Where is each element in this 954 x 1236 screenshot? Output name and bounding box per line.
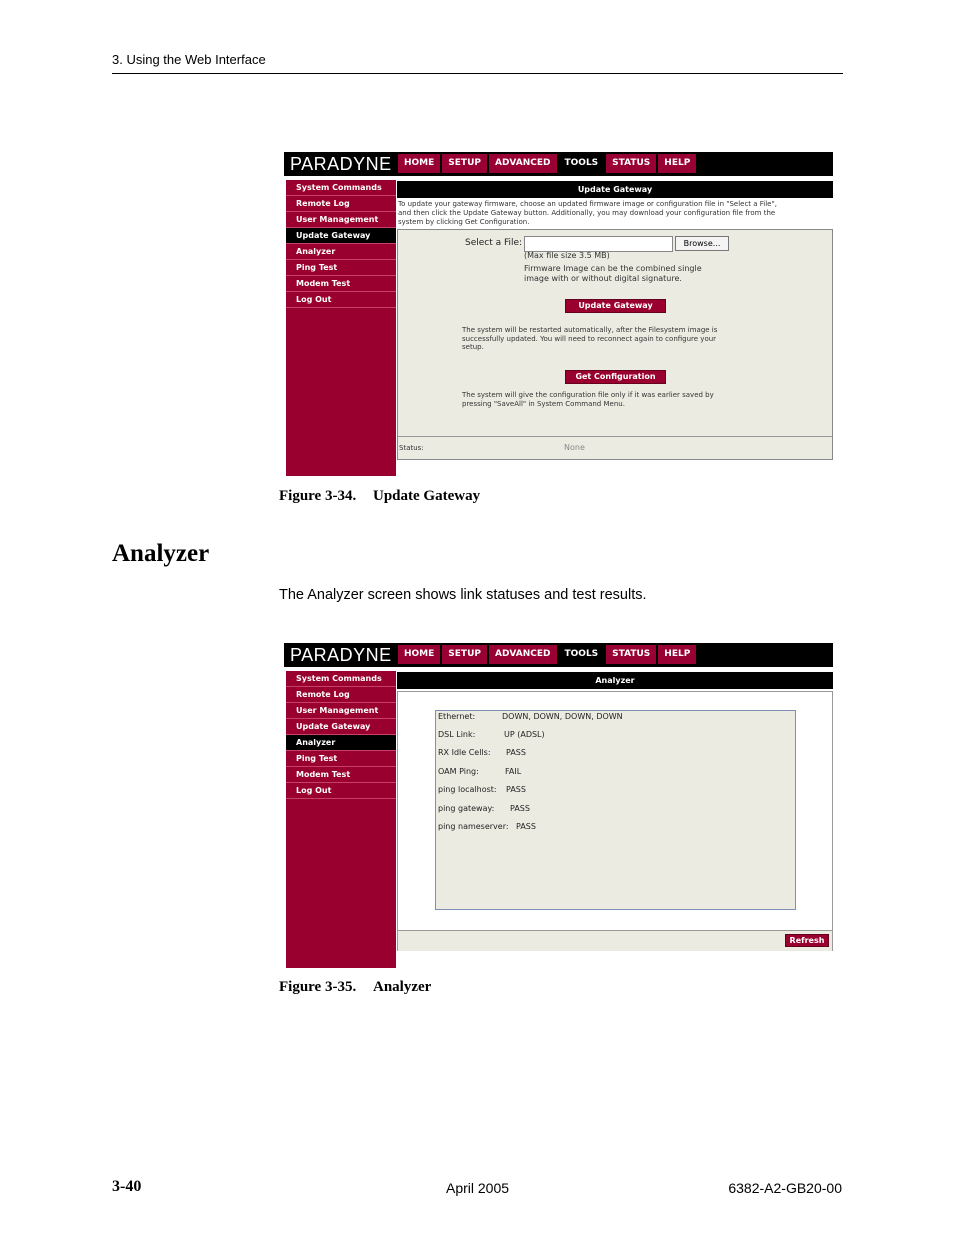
tab-status[interactable]: STATUS xyxy=(606,154,656,173)
restart-note xyxy=(462,326,717,352)
sidebar-item-user-management[interactable]: User Management xyxy=(286,212,396,228)
section-heading: Analyzer xyxy=(112,540,210,567)
sidebar-item-ping-test[interactable]: Ping Test xyxy=(286,260,396,276)
footer-date: April 2005 xyxy=(446,1180,510,1196)
get-configuration-button[interactable]: Get Configuration xyxy=(565,370,666,384)
paradyne-logo: PARADYNE xyxy=(290,154,392,174)
tab-advanced[interactable]: ADVANCED xyxy=(489,645,557,664)
sidebar-item-analyzer[interactable]: Analyzer xyxy=(286,735,396,751)
select-file-input[interactable] xyxy=(524,236,673,252)
figure-caption-number: Figure 3-35. xyxy=(279,979,357,995)
tab-tools[interactable]: TOOLS xyxy=(559,154,605,173)
result-row-ethernet xyxy=(438,712,623,721)
tab-home[interactable]: HOME xyxy=(398,154,440,173)
refresh-bar xyxy=(398,930,832,951)
section-header: 3. Using the Web Interface xyxy=(112,52,266,67)
update-intro-line1: To update your gateway firmware, choose an updated firmware image or configuration file in "Select a File", xyxy=(398,200,777,208)
status-value: None xyxy=(564,443,585,452)
figure-caption-title: Update Gateway xyxy=(373,488,481,504)
firmware-note-line1: Firmware Image can be the combined single xyxy=(524,264,702,273)
tab-bar xyxy=(398,645,698,664)
top-nav-bar xyxy=(284,152,833,176)
sidebar-item-modem-test[interactable]: Modem Test xyxy=(286,767,396,783)
result-row-rx-idle-cells xyxy=(438,748,526,757)
sidebar-item-system-commands[interactable]: System Commands xyxy=(286,180,396,196)
sidebar-item-log-out[interactable]: Log Out xyxy=(286,292,396,308)
tab-bar xyxy=(398,154,698,173)
footer-doc-id: 6382-A2-GB20-00 xyxy=(728,1180,842,1196)
result-label: ping localhost: xyxy=(438,785,497,794)
sidebar-item-update-gateway[interactable]: Update Gateway xyxy=(286,719,396,735)
max-file-size: (Max file size 3.5 MB) xyxy=(524,251,610,260)
panel-title: Analyzer xyxy=(397,672,833,689)
result-value: PASS xyxy=(506,785,526,794)
update-intro xyxy=(398,200,832,227)
page-number: 3-40 xyxy=(112,1178,142,1195)
result-row-ping-gateway xyxy=(438,804,530,813)
refresh-button[interactable]: Refresh xyxy=(785,934,829,947)
update-intro-line3: system by clicking Get Configuration. xyxy=(398,218,530,226)
restart-note-line3: setup. xyxy=(462,343,484,351)
config-note xyxy=(462,391,714,408)
tab-help[interactable]: HELP xyxy=(658,154,696,173)
top-nav-bar xyxy=(284,643,833,667)
tab-home[interactable]: HOME xyxy=(398,645,440,664)
result-label: DSL Link: xyxy=(438,730,476,739)
sidebar-item-user-management[interactable]: User Management xyxy=(286,703,396,719)
sidebar-item-system-commands[interactable]: System Commands xyxy=(286,671,396,687)
result-value: DOWN, DOWN, DOWN, DOWN xyxy=(502,712,623,721)
tab-status[interactable]: STATUS xyxy=(606,645,656,664)
result-label: ping gateway: xyxy=(438,804,495,813)
result-value: FAIL xyxy=(505,767,522,776)
figure-caption-title: Analyzer xyxy=(373,979,432,995)
sidebar xyxy=(286,671,396,968)
config-note-line1: The system will give the configuration file only if it was earlier saved by xyxy=(462,391,714,399)
restart-note-line2: successfully updated. You will need to reconnect again to configure your xyxy=(462,334,717,343)
sidebar-item-remote-log[interactable]: Remote Log xyxy=(286,196,396,212)
restart-note-line1: The system will be restarted automatically, after the Filesystem image is xyxy=(462,326,718,334)
update-gateway-screenshot xyxy=(284,152,833,460)
header-rule xyxy=(112,73,843,74)
tab-setup[interactable]: SETUP xyxy=(442,645,487,664)
result-row-ping-localhost xyxy=(438,785,526,794)
result-row-ping-nameserver xyxy=(438,822,536,831)
analyzer-results-box xyxy=(435,710,796,910)
status-divider xyxy=(398,436,832,437)
figure-caption-2 xyxy=(279,979,431,996)
sidebar-item-modem-test[interactable]: Modem Test xyxy=(286,276,396,292)
update-form-panel xyxy=(397,229,833,460)
result-value: PASS xyxy=(516,822,536,831)
figure-caption-1 xyxy=(279,488,480,505)
result-value: UP (ADSL) xyxy=(504,730,545,739)
figure-caption-number: Figure 3-34. xyxy=(279,488,357,504)
select-file-label: Select a File: xyxy=(465,238,523,248)
update-gateway-button[interactable]: Update Gateway xyxy=(565,299,666,313)
result-label: ping nameserver: xyxy=(438,822,509,831)
tab-tools[interactable]: TOOLS xyxy=(559,645,605,664)
paradyne-logo: PARADYNE xyxy=(290,645,392,665)
result-value: PASS xyxy=(506,748,526,757)
intro-paragraph: The Analyzer screen shows link statuses and test results. xyxy=(279,587,647,603)
panel-title: Update Gateway xyxy=(397,181,833,198)
result-value: PASS xyxy=(510,804,530,813)
result-label: OAM Ping: xyxy=(438,767,479,776)
result-label: RX Idle Cells: xyxy=(438,748,491,757)
config-note-line2: pressing "SaveAll" in System Command Menu. xyxy=(462,399,625,408)
sidebar-item-log-out[interactable]: Log Out xyxy=(286,783,396,799)
analyzer-panel xyxy=(397,691,833,951)
sidebar-item-update-gateway[interactable]: Update Gateway xyxy=(286,228,396,244)
browse-button[interactable]: Browse... xyxy=(675,236,729,251)
sidebar-item-analyzer[interactable]: Analyzer xyxy=(286,244,396,260)
result-row-oam-ping xyxy=(438,767,522,776)
result-row-dsl-link xyxy=(438,730,545,739)
update-intro-line2: and then click the Update Gateway button. Additionally, you may download your configuration file from the xyxy=(398,209,776,217)
tab-setup[interactable]: SETUP xyxy=(442,154,487,173)
sidebar-item-remote-log[interactable]: Remote Log xyxy=(286,687,396,703)
status-label: Status: xyxy=(399,444,424,452)
sidebar-item-ping-test[interactable]: Ping Test xyxy=(286,751,396,767)
result-label: Ethernet: xyxy=(438,712,476,721)
analyzer-screenshot xyxy=(284,643,833,968)
firmware-note xyxy=(524,264,702,284)
firmware-note-line2: image with or without digital signature. xyxy=(524,274,682,283)
tab-advanced[interactable]: ADVANCED xyxy=(489,154,557,173)
tab-help[interactable]: HELP xyxy=(658,645,696,664)
sidebar xyxy=(286,180,396,476)
